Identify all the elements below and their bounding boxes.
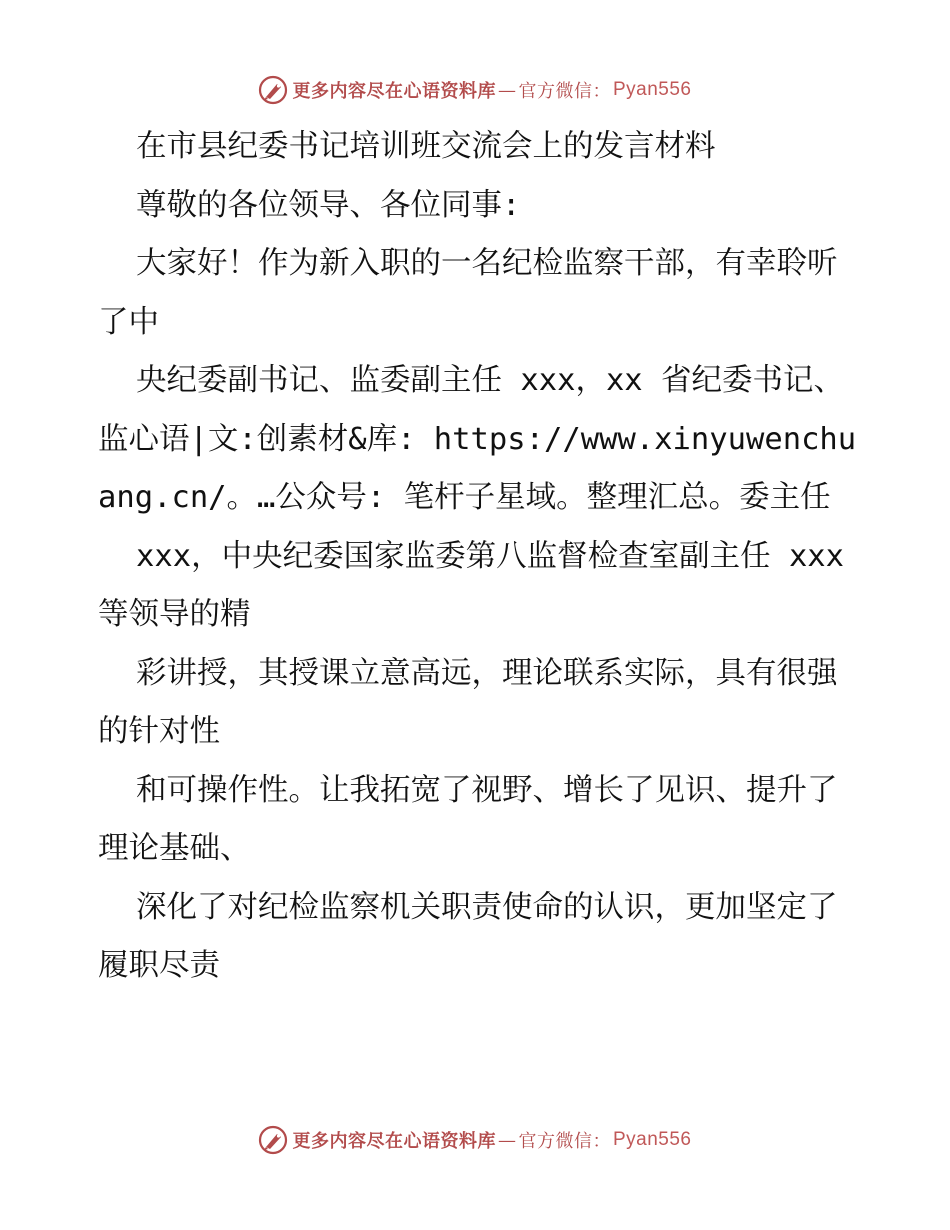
body-paragraph: 大家好！作为新入职的一名纪检监察干部，有幸聆听了中 — [98, 246, 838, 340]
watermark-account: Pyan556 — [612, 79, 692, 100]
pen-nib-circle-icon — [258, 75, 288, 105]
watermark-text: 更多内容尽在心语资料库 — [292, 81, 496, 102]
document-title: 在市县纪委书记培训班交流会上的发言材料 — [136, 129, 716, 164]
footer-watermark — [0, 1120, 950, 1160]
body-paragraph: 和可操作性。让我拓宽了视野、增长了见识、提升了理论基础、 — [98, 772, 838, 866]
watermark-dash: — — [497, 79, 517, 101]
document-body — [98, 118, 858, 996]
header-watermark — [0, 70, 950, 110]
pen-nib-circle-icon — [258, 1125, 288, 1155]
watermark-wechat-label: 官方微信： — [518, 1131, 611, 1152]
salutation: 尊敬的各位领导、各位同事: — [136, 187, 521, 223]
watermark-dash: — — [497, 1129, 517, 1151]
watermark-wechat-label: 官方微信： — [518, 81, 611, 102]
watermark-account: Pyan556 — [612, 1129, 692, 1150]
body-paragraph: 央纪委副书记、监委副主任 xxx，xx 省纪委书记、监心语|文:创素材&库: https://www.xinyuwenchuang.cn/。…公众号: 笔杆子星域。整理汇总。委主任 — [98, 363, 857, 515]
body-paragraph: xxx，中央纪委国家监委第八监督检查室副主任 xxx 等领导的精 — [98, 538, 845, 632]
body-paragraph: 彩讲授，其授课立意高远，理论联系实际，具有很强的针对性 — [98, 655, 838, 749]
watermark-text: 更多内容尽在心语资料库 — [292, 1131, 496, 1152]
body-paragraph: 深化了对纪检监察机关职责使命的认识，更加坚定了履职尽责 — [98, 889, 838, 983]
